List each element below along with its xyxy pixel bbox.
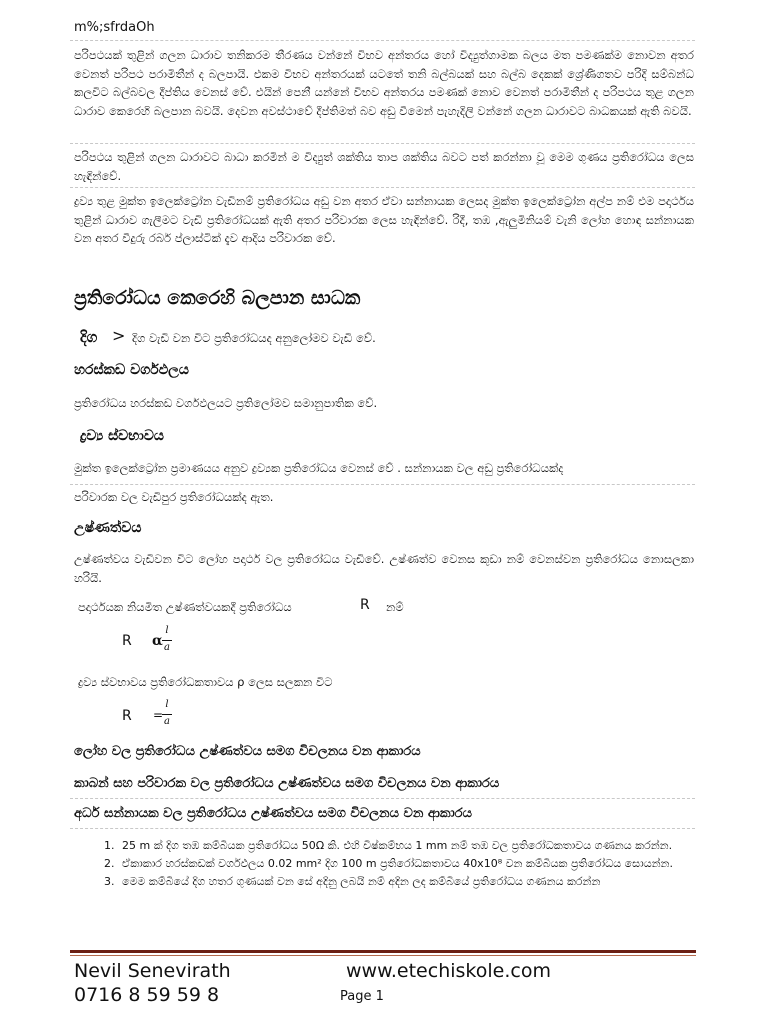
footer-website[interactable]: www.etechiskole.com	[346, 960, 551, 982]
section-title: ප්‍රතිරෝධය කෙරෙහි බලපාන සාධක	[74, 287, 361, 309]
constant-temp-suffix: නම්	[386, 600, 404, 614]
formula2-numerator: l	[165, 699, 169, 710]
formula1-numerator: l	[165, 625, 169, 636]
footer-author-name: Nevil Senevirath	[74, 960, 231, 982]
factor-length-label: දිග	[80, 328, 98, 346]
resistance-symbol: R	[360, 597, 370, 613]
intro-paragraph: පරිපථයක් තුළින් ගලන ධාරාව තනිකරම තීරණය වන්නේ විභව අන්තරය හෝ විද්‍යුත්ගාමක බලය මත පමණක්ම නොවන අතර වෙනත් පරිපථ පරාමිතීන් ද බලපායි. එකම විභව අන්තරයක් යටතේ තනි බල්බයක් සහ බල්බ දෙකක් ශ්‍රේණිගතව පරිදි සම්බන්ධ කලවිට බල්බවල දීප්තිය වෙනස් වේ. එයින් පෙනී යන්නේ විභව අන්තරය පමණක් නොව වෙනත් පරාමිතීන් ද පරිපථය තුළ ගලන ධාරාව කෙරෙහි බලපාන බවයි. දෙවන අවස්ථාවේ දීප්තිමත් බව අඩු වීමෙන් පැහැදිලි වන්නේ ගලන ධාරාවට බාධකයක් ඇති බවයි.	[74, 48, 694, 118]
material-text-line-2: පරිවාරක වල වැඩිපුර ප්‍රතිරෝධයක්ද ඇත.	[74, 490, 274, 504]
material-heading: ද්‍රව්‍ය ස්වභාවය	[80, 428, 165, 444]
resistivity-text: ද්‍රව්‍ය ස්වභාවය ප්‍රතිරෝධකතාවය ρ ලෙස සලකන විට	[78, 675, 333, 689]
formula2-denominator: a	[164, 716, 170, 727]
footer-page-number: Page 1	[340, 989, 384, 1004]
factor-length-text: දිග වැඩි වන විට ප්‍රතිරෝධයද අනුලෝමව වැඩි වේ.	[132, 331, 376, 345]
divider	[70, 40, 695, 41]
material-text-line-1: මුක්ත ඉලෙක්ට්‍රෝන ප්‍රමාණයය අනුව ද්‍රව්‍යක ප්‍රතිරෝධය වෙනස් වේ . සන්නායක වල අඩු ප්‍රතිරෝධයක්ද	[74, 461, 564, 475]
question-item: 1. 25 m ක් දිග තඹ කම්බියක ප්‍රතිරෝධය 50Ω කි. එහි විෂ්කම්භය 1 mm නම් තඹ වල ප්‍රතිරෝධකතාවය ගණනය කරන්න.	[118, 838, 728, 854]
cross-section-text: ප්‍රතිරෝධය හරස්කඩ වර්ගඵලයට ප්‍රතිලෝමව සමානුපාතික වේ.	[74, 396, 378, 410]
question-item: 3. මෙම කම්බියේ දිග හතර ගුණයක් වන සේ අදිනු ලබයි නම් අදින ලද කම්බියේ ප්‍රතිරෝධය ගණනය කරන්න	[118, 874, 728, 890]
constant-temp-text: පදාර්ථයක නියමිත උෂ්ණත්වයකදී ප්‍රතිරෝධය	[78, 600, 292, 614]
proportional-symbol: α	[152, 633, 163, 649]
questions-list	[74, 838, 728, 892]
carbon-insulators-subheading: කාබන් සහ පරිවාරක වල ප්‍රතිරෝධය උෂ්ණත්වය සමග විචලනය වන ආකාරය	[74, 776, 500, 791]
divider	[70, 484, 695, 485]
cross-section-heading: හරස්කඩ වර්ගඵලය	[74, 362, 189, 378]
formula2-lhs: R	[122, 708, 132, 724]
formula1-denominator: a	[164, 642, 170, 653]
definition-paragraph: පරිපථය තුළින් ගලන ධාරාවට බාධා කරමින් ම විද්‍යුත් ශක්තිය තාප ශක්තිය බවට පත් කරන්නා වූ මෙම ගුණය ප්‍රතිරෝධය ලෙස හැඳින්වේ.	[74, 150, 694, 183]
divider	[70, 828, 695, 829]
temperature-text: උෂ්ණත්වය වැඩිවන විට ලෝහ පදාර්ථ වල ප්‍රතිරෝධය වැඩිවේ. උෂ්ණත්ව වෙනස කුඩා නම් වෙනස්වන ප්‍රතිරෝධය නොසලකා හරියි.	[74, 552, 694, 585]
footer-rule	[70, 955, 696, 956]
formula1-lhs: R	[122, 633, 132, 649]
conductors-paragraph: ද්‍රව්‍ය තුළ මුක්ත ඉලෙක්ට්‍රෝන වැඩිනම් ප්‍රතිරෝධය අඩු වන අතර ඒවා සන්නායක ලෙසද මුක්ත ඉලෙක්ට්‍රෝන අල්ප නම් එම පදාර්ථය තුළින් ධාරාව ගැලීමට වැඩි ප්‍රතිරෝධයක් ඇති අතර පරිවාරක ලෙස හැඳින්වේ. රිදී, තඹ ,ඇලුමිනියම් වැනි ලෝහ හොඳ සන්නායක වන අතර වීදුරු රබර් ප්ලාස්ටික් දැව ආදිය පරිවාරක වේ.	[74, 194, 694, 245]
metals-subheading: ලෝහ වල ප්‍රතිරෝධය උෂ්ණත්වය සමග විචලනය වන ආකාරය	[74, 744, 421, 759]
footer-rule	[70, 950, 696, 953]
footer-phone: 0716 8 59 59 8	[74, 984, 220, 1006]
divider	[70, 798, 695, 799]
greater-than-symbol: >	[112, 326, 126, 345]
divider	[70, 143, 695, 144]
fraction-bar	[162, 640, 172, 641]
semiconductors-subheading: අර්ධ සන්නායක වල ප්‍රතිරෝධය උෂ්ණත්වය සමග විචලනය වන ආකාරය	[74, 806, 472, 821]
temperature-heading: උෂ්ණත්වය	[74, 520, 142, 536]
divider	[70, 187, 695, 188]
equals-symbol: =	[153, 708, 164, 722]
fraction-bar	[162, 714, 172, 715]
question-item: 2. ඒකාකාර හරස්කඩක් වර්ගඵලය 0.02 mm² දිග 100 m ප්‍රතිරෝධකතාවය 40x10⁸ වන කම්බියක ප්‍රතිරෝධය සොයන්න.	[118, 856, 728, 872]
header-code: m%;sfrdaOh	[74, 20, 155, 35]
